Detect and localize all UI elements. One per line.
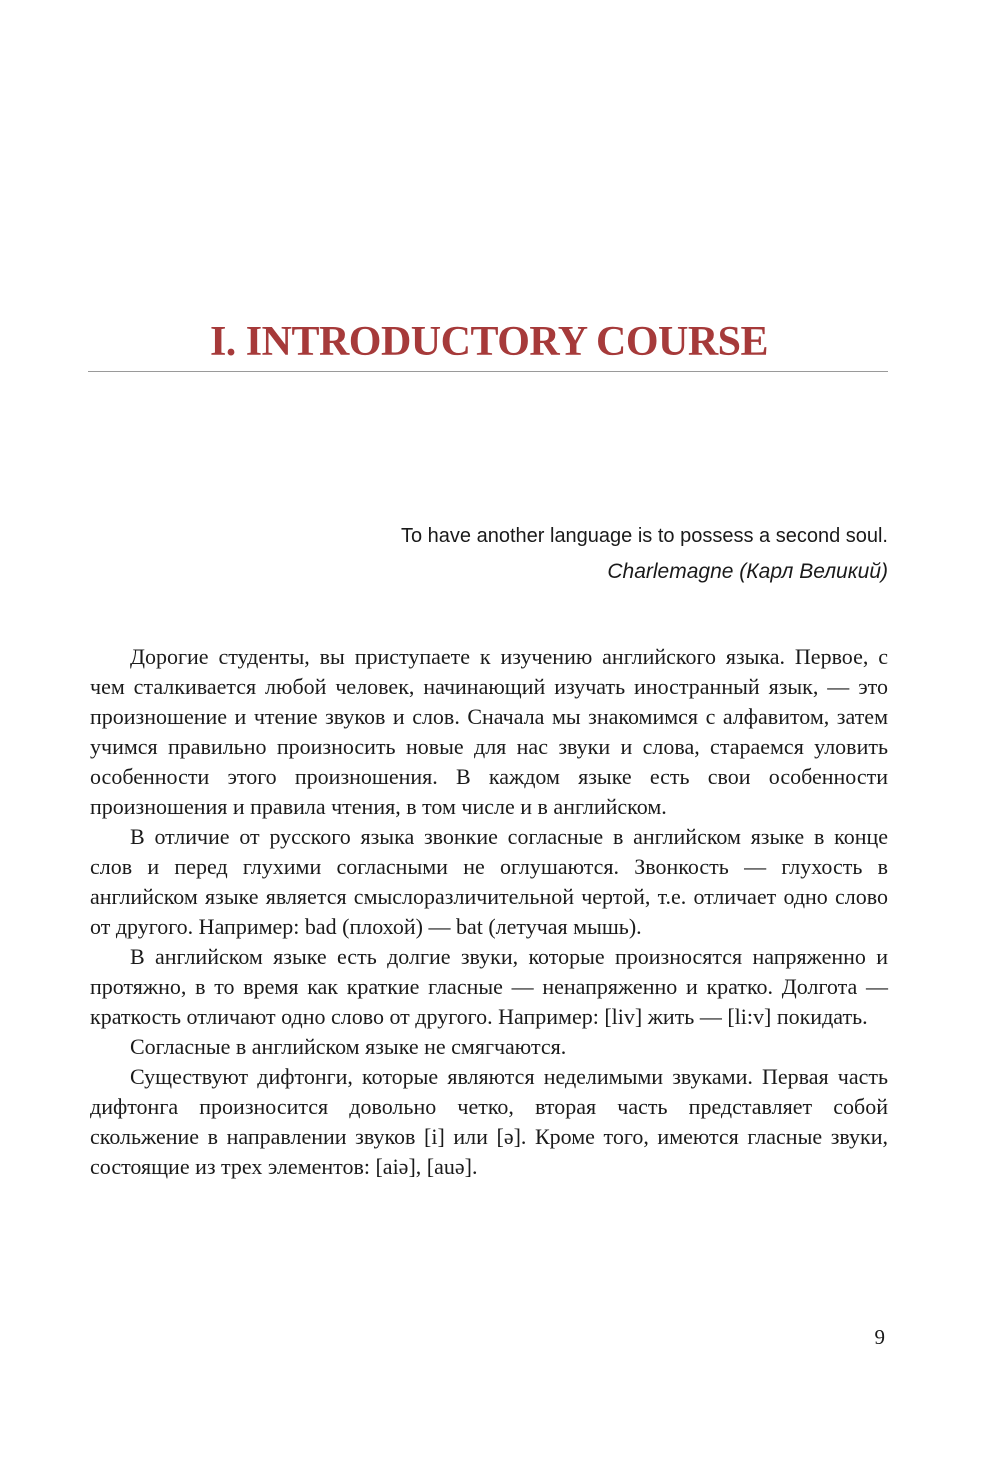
epigraph-author: Charlemagne (Карл Великий) <box>607 560 888 583</box>
paragraph: В отличие от русского языка звонкие согласные в английском языке в конце слов и перед глухими согласными не оглушаются. Звонкость — глухость в английском языке является смыслоразличительной чертой, т.е. отличает одно слово от другого. Например: bad (плохой) — bat (летучая мышь). <box>90 824 888 939</box>
epigraph-quote: To have another language is to possess a second soul. <box>401 525 888 547</box>
body-text <box>90 642 888 1182</box>
paragraph: Согласные в английском языке не смягчаются. <box>130 1034 567 1059</box>
epigraph <box>401 518 888 590</box>
page-number: 9 <box>874 1325 885 1349</box>
chapter-title: I. INTRODUCTORY COURSE <box>209 319 769 365</box>
title-divider <box>88 371 888 372</box>
paragraph: Существуют дифтонги, которые являются неделимыми звуками. Первая часть дифтонга произносится довольно четко, вторая часть представляет собой скольжение в направлении звуков [i] или [ə]. Кроме того, имеются гласные звуки, состоящие из трех элементов: [aiə], [auə]. <box>90 1064 888 1179</box>
paragraph: В английском языке есть долгие звуки, которые произносятся напряженно и протяжно, в то время как краткие гласные — ненапряженно и кратко. Долгота — краткость отличают одно слово от другого. Например: [liv] жить — [li:v] покидать. <box>90 944 888 1029</box>
paragraph: Дорогие студенты, вы приступаете к изучению английского языка. Первое, с чем сталкивается любой человек, начинающий изучать иностранный язык, — это произношение и чтение звуков и слов. Сначала мы знакомимся с алфавитом, затем учимся правильно произносить новые для нас звуки и слова, стараемся уловить особенности этого произношения. В каждом языке есть свои особенности произношения и правила чтения, в том числе и в английском. <box>90 644 888 819</box>
